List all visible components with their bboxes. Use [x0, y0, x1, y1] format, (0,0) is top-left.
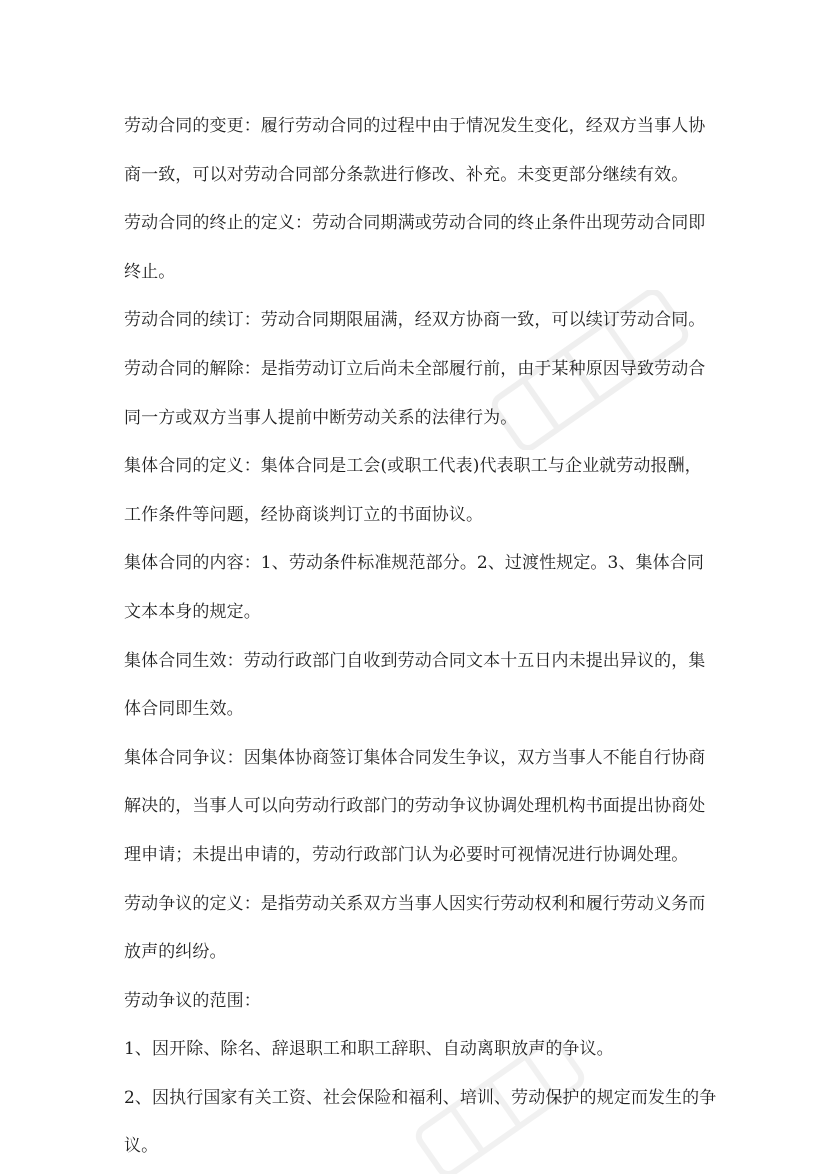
text-line: 集体合同争议：因集体协商签订集体合同发生争议，双方当事人不能自行协商 [124, 747, 706, 768]
text-line: 集体合同的定义：集体合同是工会(或职工代表)代表职工与企业就劳动报酬， [124, 456, 702, 477]
text-line: 1、因开除、除名、辞退职工和职工辞职、自动离职放声的争议。 [124, 1039, 614, 1060]
text-line: 体合同即生效。 [124, 699, 244, 720]
text-line: 商一致，可以对劳动合同部分条款进行修改、补充。未变更部分继续有效。 [124, 164, 689, 185]
text-line: 劳动合同的终止的定义：劳动合同期满或劳动合同的终止条件出现劳动合同即 [124, 213, 706, 234]
text-line: 2、因执行国家有关工资、社会保险和福利、培训、劳动保护的规定而发生的争 [124, 1087, 717, 1108]
text-line: 劳动争议的范围： [124, 990, 261, 1011]
text-line: 议。 [124, 1136, 159, 1157]
text-line: 劳动合同的续订：劳动合同期限届满，经双方协商一致，可以续订劳动合同。 [124, 310, 706, 331]
text-line: 文本本身的规定。 [124, 601, 261, 622]
text-line: 集体合同生效：劳动行政部门自收到劳动合同文本十五日内未提出异议的，集 [124, 650, 706, 671]
document-body [124, 102, 717, 1171]
text-line: 解决的，当事人可以向劳动行政部门的劳动争议协调处理机构书面提出协商处 [124, 796, 706, 817]
text-line: 集体合同的内容：1、劳动条件标准规范部分。2、过渡性规定。3、集体合同 [124, 553, 704, 574]
text-line: 理申请；未提出申请的，劳动行政部门认为必要时可视情况进行协调处理。 [124, 844, 689, 865]
text-line: 劳动合同的变更：履行劳动合同的过程中由于情况发生变化，经双方当事人协 [124, 116, 706, 136]
text-line: 工作条件等问题，经协商谈判订立的书面协议。 [124, 504, 484, 525]
text-line: 劳动合同的解除：是指劳动订立后尚未全部履行前，由于某种原因导致劳动合 [124, 358, 706, 379]
text-line: 放声的纠纷。 [124, 942, 227, 963]
text-line: 劳动争议的定义：是指劳动关系双方当事人因实行劳动权利和履行劳动义务而 [124, 893, 706, 914]
text-line: 终止。 [124, 261, 176, 282]
text-line: 同一方或双方当事人提前中断劳动关系的法律行为。 [124, 407, 518, 428]
